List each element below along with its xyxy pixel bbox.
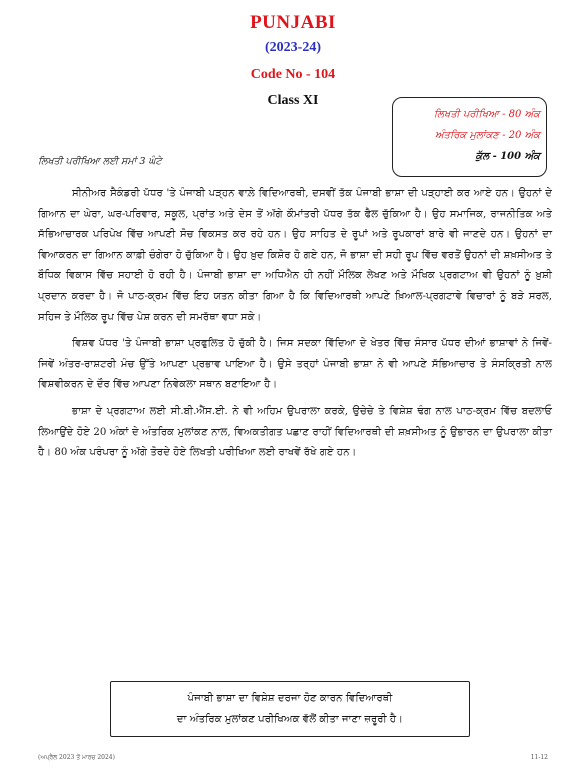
class-label: Class XI xyxy=(267,93,319,108)
exam-duration: ਲਿਖਤੀ ਪਰੀਖਿਆ ਲਈ ਸਮਾਂ 3 ਘੰਟੇ xyxy=(38,156,162,167)
footer-session: (ਅਪ੍ਰੈਲ 2023 ਤੋਂ ਮਾਰਚ 2024) xyxy=(38,754,115,761)
note-line-1: ਪੰਜਾਬੀ ਭਾਸ਼ਾ ਦਾ ਵਿਸ਼ੇਸ਼ ਦਰਜਾ ਹੋਣ ਕਾਰਨ ਵਿਦਿਆਰਥੀ xyxy=(187,693,393,704)
footer-page-number: 11-12 xyxy=(530,754,548,761)
marks-distribution-box xyxy=(392,97,547,177)
note-line-2: ਦਾ ਅੰਤਰਿਕ ਮੁਲਾਂਕਣ ਪਰੀਖਿਅਕ ਵੱਲੋਂ ਕੀਤਾ ਜਾਣਾ ਜ਼ਰੂਰੀ ਹੈ। xyxy=(176,714,404,725)
paragraph-assessment: ਭਾਸ਼ਾ ਦੇ ਪ੍ਰਗਟਾਅ ਲਈ ਸੀ.ਬੀ.ਐੱਸ.ਈ. ਨੇ ਵੀ ਅਹਿਮ ਉਪਰਾਲਾ ਕਰਕੇ, ਉਚੇਚੇ ਤੇ ਵਿਸ਼ੇਸ਼ ਢੰਗ ਨਾਲ ਪਾਠ-ਕ੍ਰਮ ਵਿੱਚ ਬਦਲਾਓ ਲਿਆਉਂਦੇ ਹੋਏ 20 ਅੰਕਾਂ ਦੇ ਅੰਤਰਿਕ ਮੁਲਾਂਕਣ ਨਾਲ, ਵਿਅਕਤੀਗਤ ਪਛਾਣ ਰਾਹੀਂ ਵਿਦਿਆਰਥੀ ਦੀ ਸ਼ਖ਼ਸੀਅਤ ਨੂੰ ਉਭਾਰਨ ਦਾ ਉਪਰਾਲਾ ਕੀਤਾ ਹੈ। 80 ਅੰਕ ਪਰੰਪਰਾ ਨੂੰ ਅੱਗੇ ਤੋਰਦੇ ਹੋਏ ਲਿਖਤੀ ਪਰੀਖਿਆ ਲਈ ਰਾਖਵੇਂ ਰੱਖੇ ਗਏ ਹਨ। xyxy=(38,405,552,459)
written-exam-marks: ਲਿਖਤੀ ਪਰੀਖਿਆ - 80 ਅੰਕ xyxy=(433,109,540,120)
subject-code: Code No - 104 xyxy=(250,67,336,82)
paragraph-intro: ਸੀਨੀਅਰ ਸੈਕੰਡਰੀ ਪੱਧਰ 'ਤੇ ਪੰਜਾਬੀ ਪੜ੍ਹਨ ਵਾਲ਼ੇ ਵਿਦਿਆਰਥੀ, ਦਸਵੀਂ ਤੱਕ ਪੰਜਾਬੀ ਭਾਸ਼ਾ ਦੀ ਪੜ੍ਹਾਈ ਕਰ ਆਏ ਹਨ। ਉਹਨਾਂ ਦੇ ਗਿਆਨ ਦਾ ਘੇਰਾ, ਘਰ-ਪਰਿਵਾਰ, ਸਕੂਲ, ਪ੍ਰਾਂਤ ਅਤੇ ਦੇਸ ਤੋਂ ਅੱਗੇ ਕੌਮਾਂਤਰੀ ਪੱਧਰ ਤੱਕ ਫੈਲ ਚੁੱਕਿਆ ਹੈ। ਉਹ ਸਮਾਜਿਕ, ਰਾਜਨੀਤਿਕ ਅਤੇ ਸੱਭਿਆਚਾਰਕ ਪਰਿਪੇਖ ਵਿੱਚ ਆਪਣੀ ਸੋਚ ਵਿਕਸਤ ਕਰ ਰਹੇ ਹਨ। ਉਹ ਸਾਹਿਤ ਦੇ ਰੂਪਾਂ ਅਤੇ ਰੂਪਕਾਰਾਂ ਬਾਰੇ ਵੀ ਜਾਣਦੇ ਹਨ। ਉਹਨਾਂ ਦਾ ਵਿਆਕਰਨ ਦਾ ਗਿਆਨ ਕਾਫ਼ੀ ਚੰਗੇਰਾ ਹੋ ਚੁੱਕਿਆ ਹੈ। ਉਹ ਖ਼ੁਦ ਕਿਸ਼ੋਰ ਹੋ ਗਏ ਹਨ, ਜੋ ਭਾਸ਼ਾ ਦੀ ਸਹੀ ਰੂਪ ਵਿੱਚ ਵਰਤੋਂ ਉਹਨਾਂ ਦੀ ਸ਼ਖ਼ਸੀਅਤ ਤੇ ਬੌਧਿਕ ਵਿਕਾਸ ਵਿੱਚ ਸਹਾਈ ਹੋ ਰਹੀ ਹੈ। ਪੰਜਾਬੀ ਭਾਸ਼ਾ ਦਾ ਅਧਿਐਨ ਹੀ ਨਹੀਂ ਮੌਲਿਕ ਲੇਖਣ ਅਤੇ ਮੌਖਿਕ ਪ੍ਰਗਟਾਅ ਵੀ ਉਹਨਾਂ ਨੂੰ ਖ਼ੁਸ਼ੀ ਪ੍ਰਦਾਨ ਕਰਦਾ ਹੈ। ਜੋ ਪਾਠ-ਕ੍ਰਮ ਵਿੱਚ ਇਹ ਯਤਨ ਕੀਤਾ ਗਿਆ ਹੈ ਕਿ ਵਿਦਿਆਰਥੀ ਆਪਣੇ ਖ਼ਿਆਲ-ਪ੍ਰਗਟਾਵੇ ਵਿਚਾਰਾਂ ਨੂੰ ਬੜੇ ਸਰਲ, ਸਹਿਜ ਤੇ ਮੌਲਿਕ ਰੂਪ ਵਿੱਚ ਪੇਸ਼ ਕਰਨ ਦੀ ਸਮਰੱਥਾ ਵਧਾ ਸਕੇ। xyxy=(38,188,552,323)
body-text xyxy=(38,184,552,470)
internal-assessment-marks: ਅੰਤਰਿਕ ਮੁਲਾਂਕਣ - 20 ਅੰਕ xyxy=(435,130,540,141)
note-box xyxy=(110,681,470,737)
subject-title: PUNJABI xyxy=(250,12,336,33)
total-marks: ਕੁੱਲ - 100 ਅੰਕ xyxy=(475,151,540,162)
paragraph-global: ਵਿਸ਼ਵ ਪੱਧਰ 'ਤੇ ਪੰਜਾਬੀ ਭਾਸ਼ਾ ਪ੍ਰਫੁਲਿਤ ਹੋ ਚੁੱਕੀ ਹੈ। ਜਿਸ ਸਦਕਾ ਵਿੱਦਿਆ ਦੇ ਖੇਤਰ ਵਿੱਚ ਸੰਸਾਰ ਪੱਧਰ ਦੀਆਂ ਭਾਸ਼ਾਵਾਂ ਨੇ ਜਿਵੇਂ-ਜਿਵੇਂ ਅੰਤਰ-ਰਾਸ਼ਟਰੀ ਮੰਚ ਉੱਤੇ ਆਪਣਾ ਪ੍ਰਭਾਵ ਪਾਇਆ ਹੈ। ਉਸੇ ਤਰ੍ਹਾਂ ਪੰਜਾਬੀ ਭਾਸ਼ਾ ਨੇ ਵੀ ਆਪਣੇ ਸੱਭਿਆਚਾਰ ਤੇ ਸੰਸਕ੍ਰਿਤੀ ਨਾਲ ਵਿਸ਼ਵੀਕਰਨ ਦੇ ਦੌਰ ਵਿੱਚ ਆਪਣਾ ਨਿਵੇਕਲਾ ਸਥਾਨ ਬਣਾਇਆ ਹੈ। xyxy=(38,338,552,391)
session-year: (2023-24) xyxy=(265,40,321,55)
